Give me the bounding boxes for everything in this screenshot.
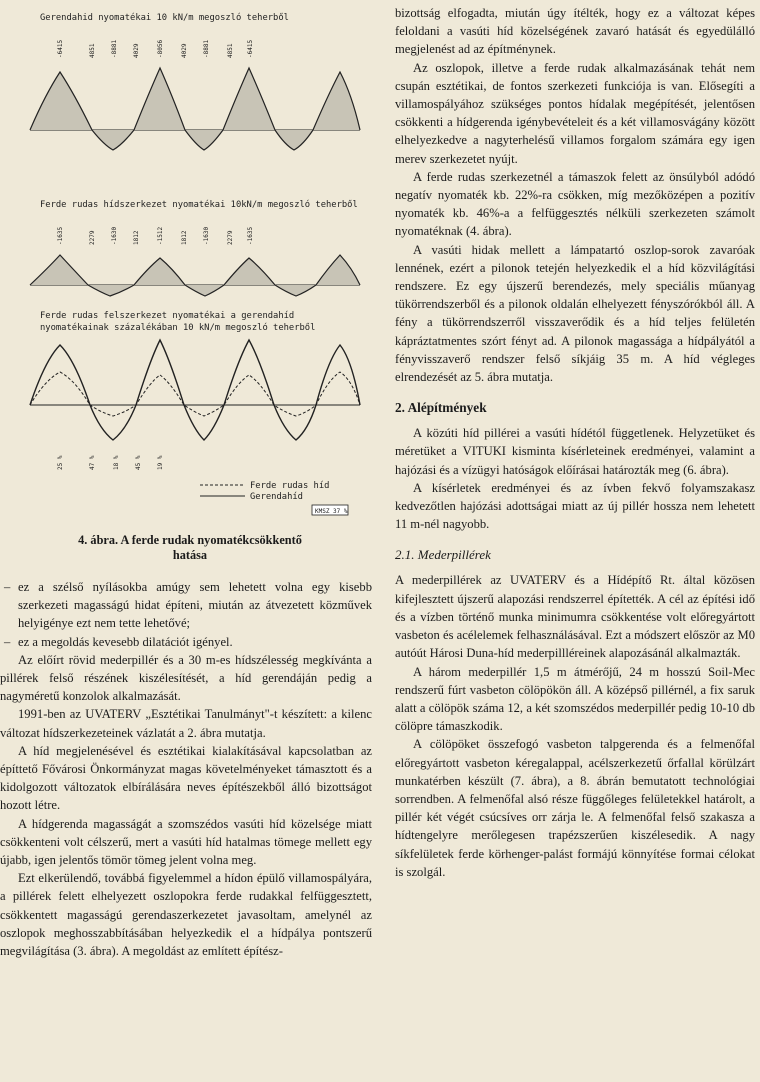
- paragraph: Ezt elkerülendő, továbbá figyelemmel a hídon épülő villamospályára, a pillérek felett elhelyezett oszlopokra ferde rudakkal felfüggesztett, csökkentett magasságú gerendaszerkezetet javasoltam, amelynél az oszlopok meghosszabbításában helyezkedik el a hídpálya pontszerű megvilágítása (3. ábra). A megoldást az említett építész-: [0, 871, 372, 959]
- panel1-value-label: 4029: [181, 43, 188, 58]
- panel3-value-label: 45 %: [135, 455, 142, 470]
- legend-dashed-label: Ferde rudas híd: [250, 481, 330, 491]
- paragraph: A cölöpöket összefogó vasbeton talpgerenda és a felmenőfal előregyártott vasbeton kéregalappal, acélszerkezetű őrfallal körülzárt munkatérben készült (7. ábra), a 8. ábrán bemutatott technológiai sorrendben. A felmenőfal alsó része függőleges felületekkel határolt, a pillér két végét csúcsíves orr zárja le. A felmenőfal felső szakasza a hídtengelyre merőlegesen trapézszerűen kiszélesedik. A nagy síkfelületek ferde körhenger-palást formájú könnyítése formai célokat is szolgál.: [395, 737, 755, 879]
- panel3-value-label: 18 %: [113, 455, 120, 470]
- panel3-title-2: nyomatékainak százalékában 10 kN/m megoszló teherből: [40, 323, 316, 333]
- panel1-value-label: -6415: [247, 39, 254, 58]
- panel1-title: Gerendahid nyomatékai 10 kN/m megoszló teherből: [40, 13, 289, 23]
- panel1-value-label: 4851: [227, 43, 234, 58]
- bullet-2: – ez a megoldás kevesebb dilatációt igényel.: [0, 633, 372, 651]
- panel1-value-label: 4851: [89, 43, 96, 58]
- panel1-value-label: -8881: [111, 39, 118, 58]
- panel1-value-label: -8881: [203, 39, 210, 58]
- left-text: [0, 578, 372, 960]
- panel2-value-label: -1635: [57, 226, 64, 245]
- panel2-value-label: -1635: [247, 226, 254, 245]
- stamp-text: KMSZ 37 %: [315, 508, 348, 515]
- paragraph: A mederpillérek az UVATERV és a Hídépítő Rt. által közösen kifejlesztett újszerű alapozási rendszerrel építették. A cél az építési idő és a vízben történő munka minimumra csökkentése volt előregyártott vasbeton és acélelemek felhasználásával. Ezt a módszert először az M0 autóút Hárosi Duna-híd mederpillléreinek alapozásánál alkalmazták.: [395, 573, 755, 661]
- subsection-heading: 2.1. Mederpillérek: [395, 547, 491, 563]
- panel2-value-label: 2279: [227, 230, 234, 245]
- right-column: [395, 4, 755, 881]
- paragraph: Az előírt rövid mederpillér és a 30 m-es hídszélesség megkívánta a pillérek felső részének kiszélesítését, a híd gerendáján pedig a nagyméretű konzolok alkalmazását.: [0, 652, 372, 704]
- bullet-1: – ez a szélső nyílásokba amúgy sem lehetett volna egy kisebb szerkezeti magasságú hidat építeni, miután az átvezetett közművek helyigénye ezt nem tette lehetővé;: [0, 578, 372, 633]
- paragraph: A híd megjelenésével és esztétikai kialakításával kapcsolatban az építtető Fővárosi Önkormányzat magas követelményeket támasztott és a kidolgozott változatok elbírálására neves építészekből álló bizottságot hozott létre.: [0, 743, 372, 813]
- panel2-value-label: 2279: [89, 230, 96, 245]
- paragraph: A ferde rudas szerkezetnél a támaszok felett az önsúlyból adódó negatív nyomaték kb. 22%-ra csökken, míg mezőközépen a pozitív nyomaték kb. 46%-a a felfüggesztés nélküli szerkezeten számolt nyomatéknak (4. ábra).: [395, 169, 755, 239]
- panel2-curve: [30, 255, 360, 296]
- paragraph: A vasúti hidak mellett a lámpatartó oszlop-sorok zavaróak lennének, ezért a pilonok tetején helyezkedik el a híd közvilágítási rendszere. Ez egy újszerű berendezés, mely speciális műanyag tükörrendszerből és a pilonok oldalán elhelyezett fényszórókból áll. A fény a tükörrendszerről visszaverődik és a híd teljes felületén kápráztatmentes szórt fényt ad. A pilonok magassága a hídpályától a fényvisszaverő rendszer felső síkjáig 35 m. A híd végleges elrendezését az 5. ábra mutatja.: [395, 242, 755, 385]
- section-heading: 2. Alépítmények: [395, 400, 487, 416]
- panel1-values: [57, 40, 254, 58]
- paragraph: bizottság elfogadta, miután úgy ítélték, hogy ez a változat képes feloldani a vasúti híd közelségének zavaró hatását és egyedülálló megjelenést ad az építménynek.: [395, 6, 755, 57]
- panel3-value-label: 25 %: [57, 455, 64, 470]
- paragraph: A hídgerenda magasságát a szomszédos vasúti híd közelsége miatt csökkenteni volt célszerű, mert a vasúti híd hatalmas tömege mellett egy újabb, igen jelentős tömör tömeg jelent volna meg.: [0, 816, 372, 868]
- panel1-value-label: 4029: [133, 43, 140, 58]
- figure-4: [0, 0, 382, 530]
- legend-solid-label: Gerendahíd: [250, 492, 303, 502]
- paragraph: A kísérletek eredményei és az ívben fekvő folyamszakasz kedvezőtlen hajózási adottságai miatt az új pillér hossza nem lehetett 11 m-nél nagyobb.: [395, 480, 755, 532]
- paragraph: 1991-ben az UVATERV „Esztétikai Tanulmányt"-t készített: a kilenc változat hídszerkezeteinek vázlatát a 2. ábra mutatja.: [0, 707, 372, 740]
- panel3-value-label: 47 %: [89, 455, 96, 470]
- moment-diagrams: [0, 0, 382, 530]
- left-column: [0, 0, 382, 959]
- panel1-value-label: -8056: [157, 39, 164, 58]
- caption-line-1: 4. ábra. A ferde rudak nyomatékcsökkentő: [78, 533, 302, 547]
- paragraph: A három mederpillér 1,5 m átmérőjű, 24 m hosszú Soil-Mec rendszerű fúrt vasbeton cölöpökön áll. A középső pillérnél, a fix saruk alatt a cölöpök száma 12, a két szomszédos mederpillér pedig 10-10 db cölöpre támaszkodik.: [395, 664, 755, 734]
- figure-caption: [40, 533, 340, 563]
- panel2-value-label: 1812: [133, 230, 140, 245]
- panel3-value-label: 19 %: [157, 455, 164, 470]
- paragraph: A közúti híd pillérei a vasúti hídétól függetlenek. Helyzetüket és méretüket a VITUKI kisminta kísérleteinek eredményei, valamint a hajózási és a vízügyi hatóságok előírásai határozták meg (6. ábra).: [395, 426, 755, 477]
- panel3-values: [57, 455, 164, 470]
- panel2-title: Ferde rudas hídszerkezet nyomatékai 10kN/m megoszló teherből: [40, 200, 358, 210]
- panel2-values: [57, 227, 254, 245]
- panel3-title-1: Ferde rudas felszerkezet nyomatékai a gerendahíd: [40, 311, 295, 321]
- panel2-value-label: -1630: [111, 226, 118, 245]
- panel2-value-label: 1812: [181, 230, 188, 245]
- panel1-curve: [30, 68, 360, 150]
- panel1-value-label: -6415: [57, 39, 64, 58]
- panel2-value-label: -1630: [203, 226, 210, 245]
- paragraph: Az oszlopok, illetve a ferde rudak alkalmazásának tehát nem csupán esztétikai, de fontos szerkezeti funkciója is van. Elősegíti a villamospályához szükséges pontos hídalak megépítését, jelentősen csökkenti a hídgerenda igénybevételeit és a két villamosvágány között elhelyezkedve a nagyterhelésű villamos forgalom számára egy igen merev szerkezetet nyújt.: [395, 60, 755, 166]
- panel2-value-label: -1512: [157, 226, 164, 245]
- caption-line-2: hatása: [172, 548, 208, 562]
